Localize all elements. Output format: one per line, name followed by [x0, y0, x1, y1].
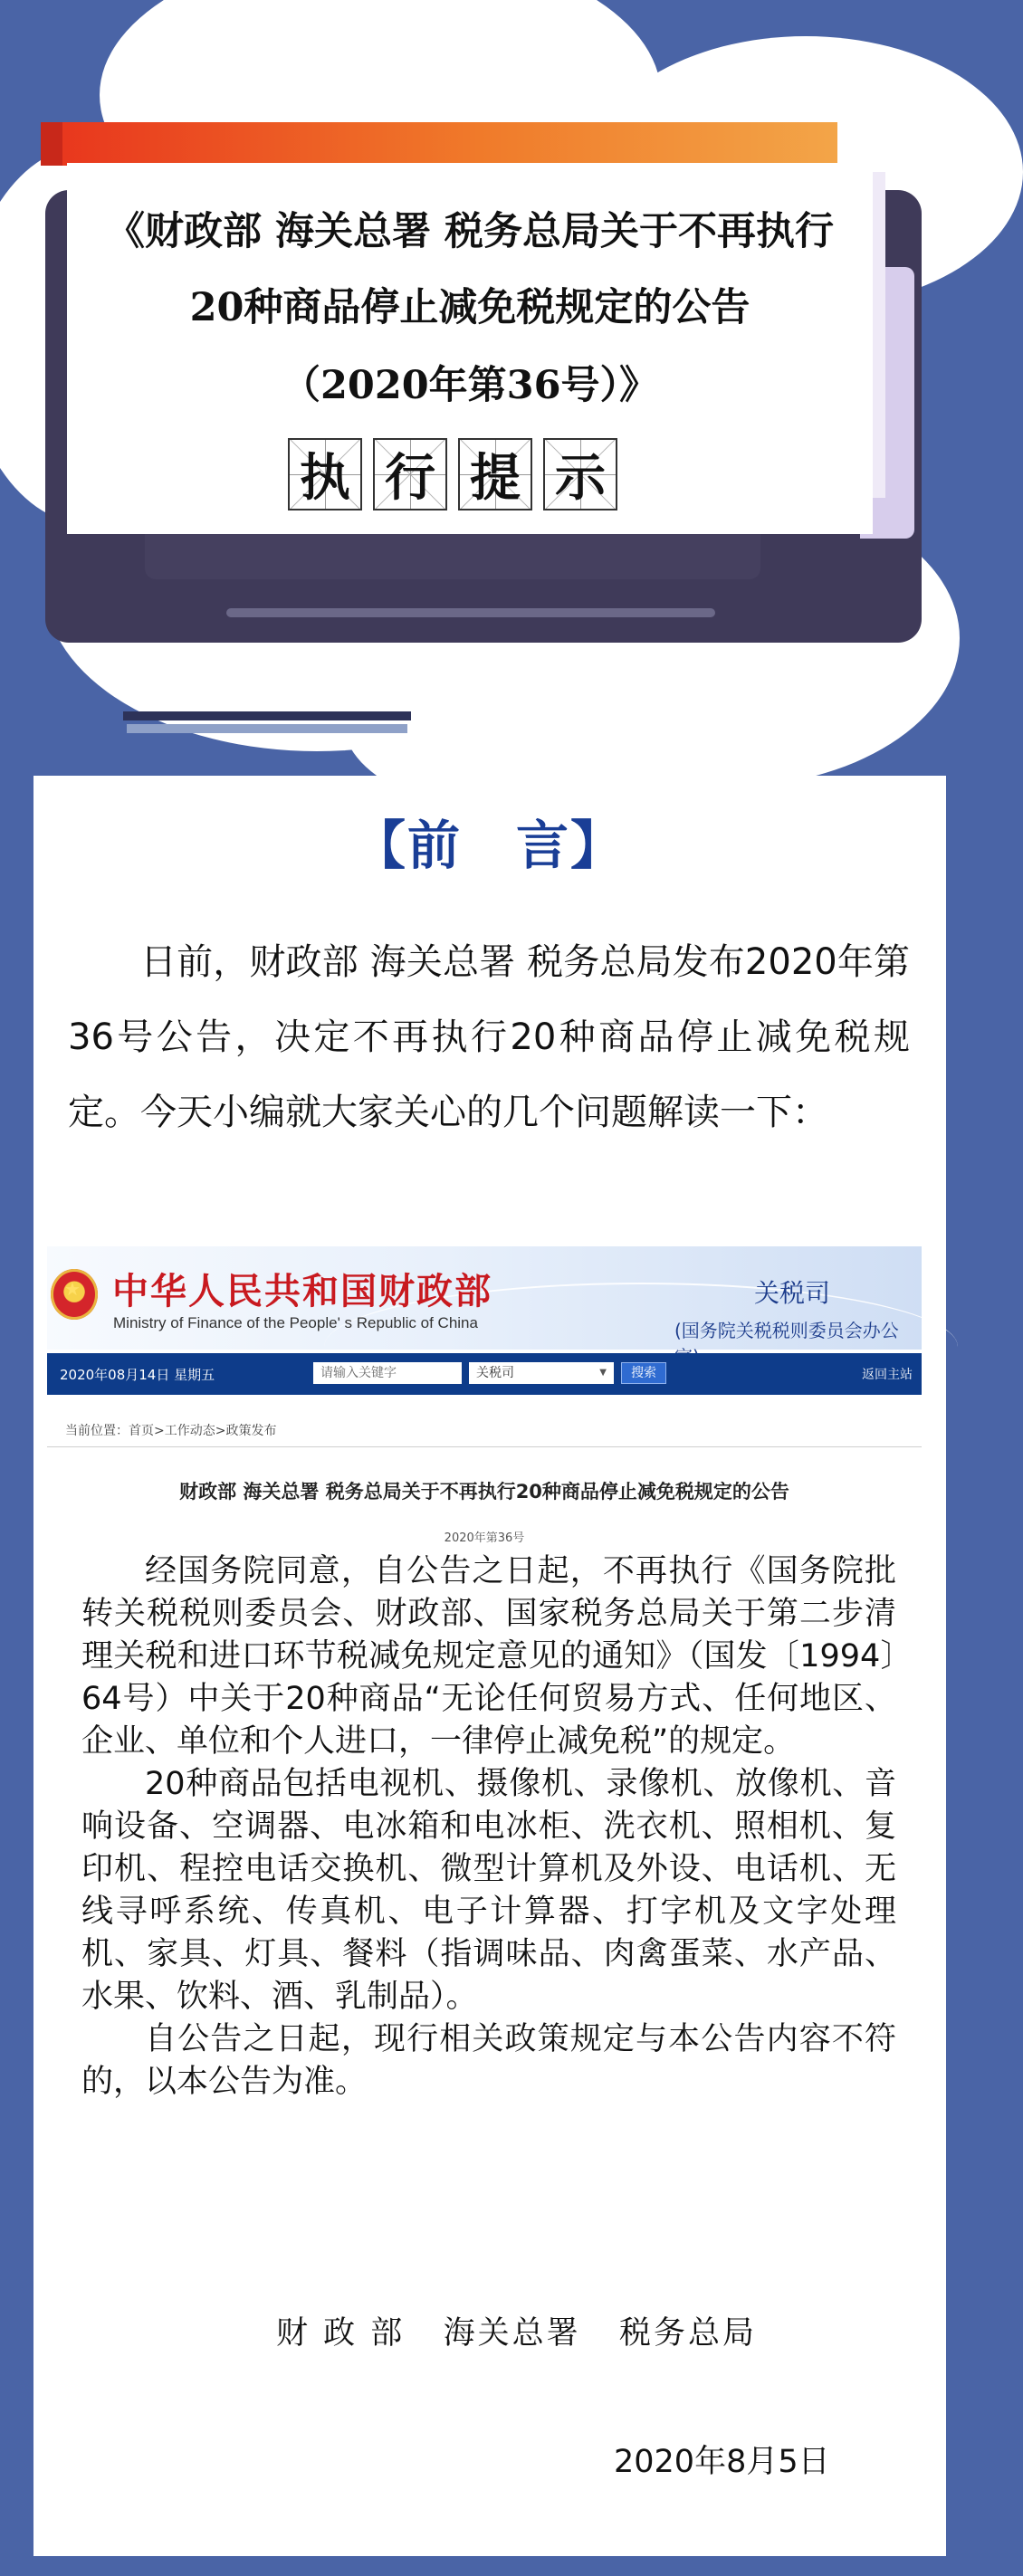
- department-select-value: 关税司: [476, 1366, 514, 1380]
- header-title-line-1: 《财政部 海关总署 税务总局关于不再执行: [106, 209, 834, 254]
- announcement-date: 2020年8月5日: [614, 2444, 830, 2480]
- header-ribbon-tail: [41, 122, 62, 166]
- site-name: 中华人民共和国财政部: [112, 1271, 492, 1312]
- announcement-paragraph: 自公告之日起，现行相关政策规定与本公告内容不符的，以本公告为准。: [81, 2021, 896, 2100]
- announcement-number: 2020年第36号: [444, 1531, 525, 1545]
- announcement-title: 财政部 海关总署 税务总局关于不再执行20种商品停止减免税规定的公告: [179, 1481, 789, 1503]
- search-input[interactable]: 请输入关键字: [313, 1362, 462, 1384]
- header-title-line-2: 20种商品停止减免税规定的公告: [189, 285, 751, 330]
- announcement-body: [81, 1550, 896, 2104]
- header-title-line-3: （2020年第36号）》: [281, 363, 659, 408]
- site-header-banner: [47, 1246, 922, 1350]
- announcement-paragraph: 20种商品包括电视机、摄像机、录像机、放像机、音响设备、空调器、电冰箱和电冰柜、洗衣机、照相机、复印机、程控电话交换机、微型计算机及外设、电话机、无线寻呼系统、传真机、电子计算器、打字机及文字处理机、家具、灯具、餐料（指调味品、肉禽蛋菜、水产品、水果、饮料、酒、乳制品）。: [81, 1766, 896, 2015]
- header-ribbon: [41, 122, 837, 166]
- search-button[interactable]: 搜索: [621, 1362, 666, 1384]
- header-screen-bar: [226, 608, 715, 617]
- site-name-english: Ministry of Finance of the People' s Republic of China: [113, 1314, 478, 1331]
- decorative-line-dark: [123, 711, 411, 720]
- chevron-down-icon: ▼: [599, 1368, 607, 1378]
- department-select[interactable]: [469, 1362, 614, 1384]
- breadcrumb-divider: [47, 1446, 922, 1447]
- department-name: 关税司: [754, 1278, 831, 1308]
- national-emblem-icon: [51, 1269, 98, 1320]
- announcement-paragraph: 经国务院同意，自公告之日起，不再执行《国务院批转关税税则委员会、财政部、国家税务总局关于第二步清理关税和进口环节税减免规定意见的通知》（国发〔1994〕64号）中关于20种商品“无论任何贸易方式、任何地区、企业、单位和个人进口，一律停止减免税”的规定。: [81, 1553, 896, 1760]
- announcement-signature: 财 政 部 海关总署 税务总局: [276, 2315, 758, 2352]
- exec-char-box: 行: [373, 438, 447, 510]
- decorative-line-light: [127, 724, 407, 733]
- preface-text: 日前，财政部 海关总署 税务总局发布2020年第36号公告，决定不再执行20种商品停止减免税规定。今天小编就大家关心的几个问题解读一下：: [68, 941, 910, 1133]
- exec-char-box: 示: [543, 438, 617, 510]
- preface-title: 【前 言】: [352, 815, 625, 876]
- exec-char-box: 执: [288, 438, 362, 510]
- department-subtitle: (国务院关税税则委员会办公: [674, 1320, 899, 1341]
- exec-char-box: 提: [458, 438, 532, 510]
- site-nav-bar: [47, 1353, 922, 1395]
- nav-date: 2020年08月14日 星期五: [60, 1367, 215, 1383]
- return-home-link[interactable]: 返回主站: [862, 1368, 913, 1382]
- breadcrumb: 当前位置：首页>工作动态>政策发布: [65, 1424, 277, 1438]
